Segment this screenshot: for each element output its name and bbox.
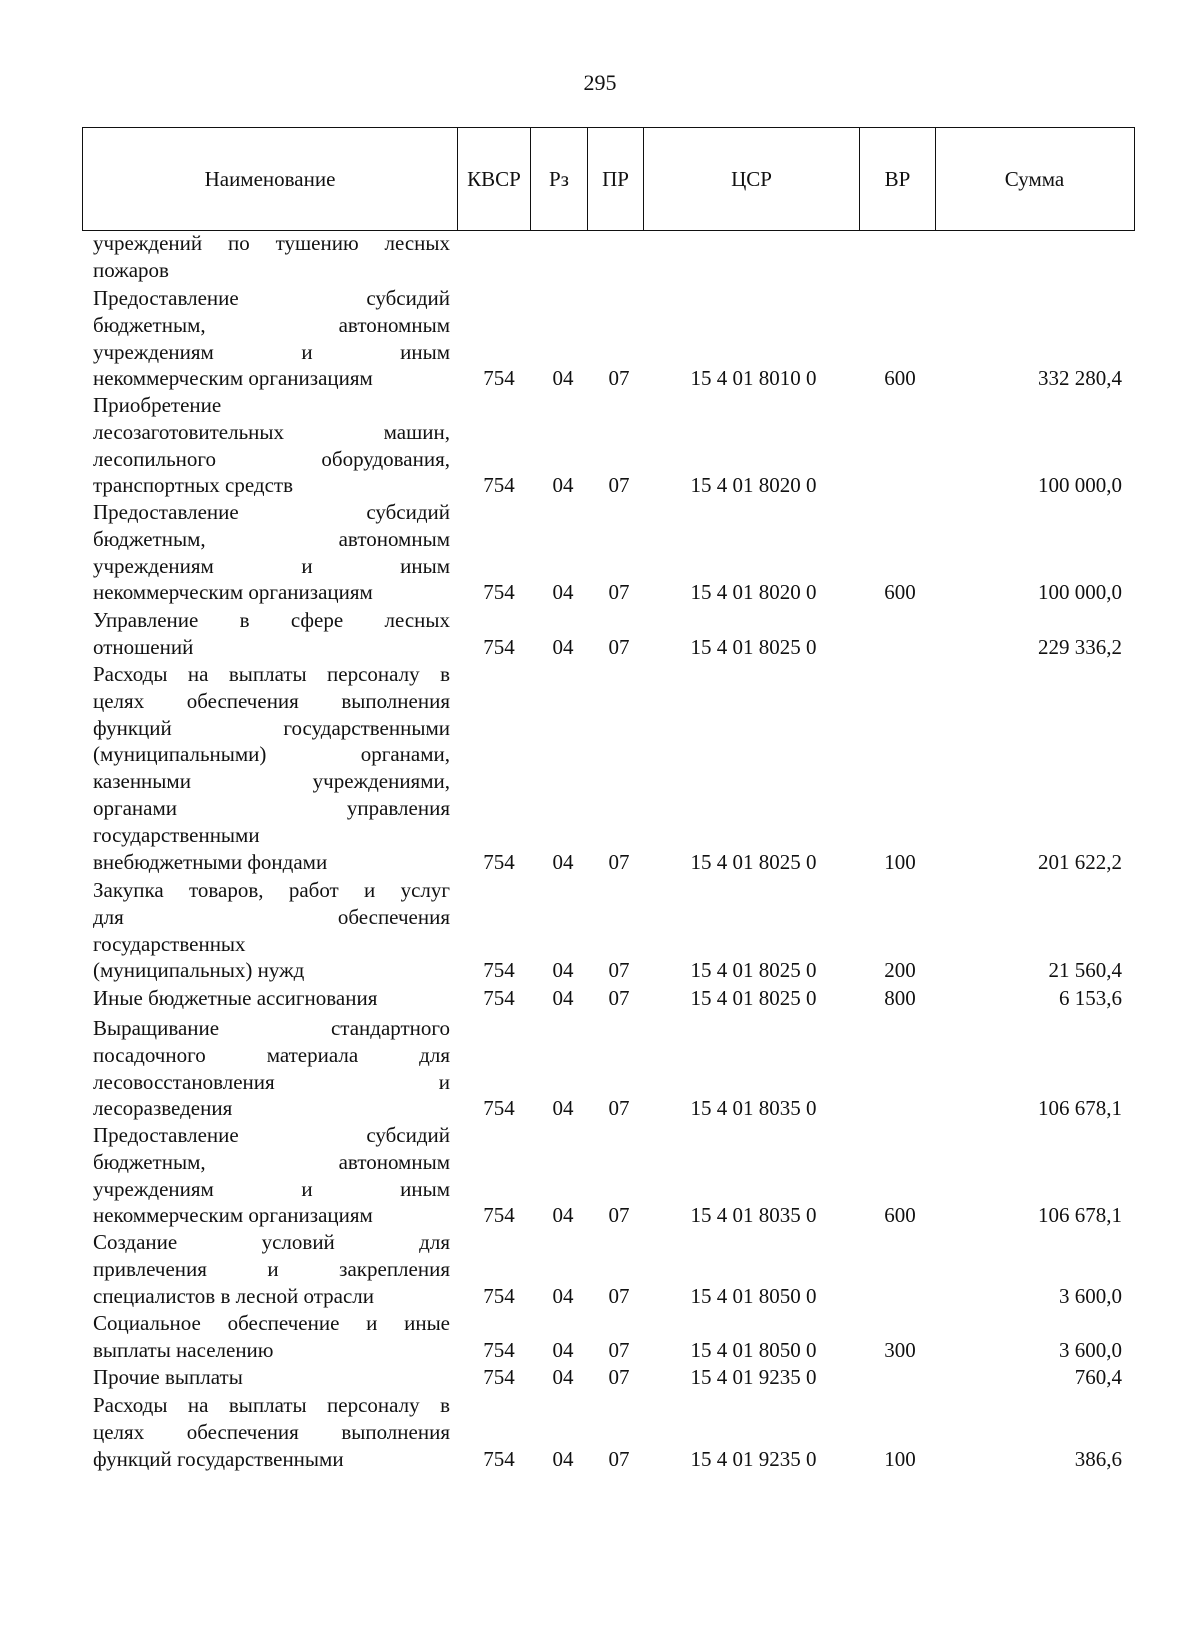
csr-cell: 15 4 01 8025 0 xyxy=(690,958,817,983)
kvsr-cell: 754 xyxy=(483,1446,515,1471)
row-name-line: внебюджетными фондами xyxy=(93,849,328,874)
rz-cell: 04 xyxy=(552,1203,574,1228)
row-name-line: органами управления xyxy=(93,795,450,820)
row-name-line: функций государственными xyxy=(93,715,450,740)
vr-cell: 600 xyxy=(884,1203,916,1228)
row-name-line: некоммерческим организациям xyxy=(93,1203,373,1228)
row-name-line: функций государственными xyxy=(93,1446,344,1471)
row-name-line: бюджетным, автономным xyxy=(93,312,450,337)
kvsr-cell: 754 xyxy=(483,849,515,874)
row-name xyxy=(93,392,450,499)
csr-cell: 15 4 01 8010 0 xyxy=(690,366,817,391)
row-name-line: целях обеспечения выполнения xyxy=(93,1419,450,1444)
pr-cell: 07 xyxy=(608,1446,630,1471)
row-name xyxy=(93,499,450,606)
row-name-line: некоммерческим организациям xyxy=(93,580,373,605)
vr-cell: 600 xyxy=(884,366,916,391)
kvsr-cell: 754 xyxy=(483,580,515,605)
row-name-line: лесозаготовительных машин, xyxy=(93,419,450,444)
sum-cell: 332 280,4 xyxy=(1038,366,1122,391)
pr-cell: 07 xyxy=(608,580,630,605)
kvsr-cell: 754 xyxy=(483,1337,515,1362)
rz-cell: 04 xyxy=(552,1337,574,1362)
row-name-line: целях обеспечения выполнения xyxy=(93,688,450,713)
sum-cell: 3 600,0 xyxy=(1059,1283,1122,1308)
vr-cell: 100 xyxy=(884,1446,916,1471)
row-name-line: Закупка товаров, работ и услуг xyxy=(93,878,450,902)
kvsr-cell: 754 xyxy=(483,1203,515,1228)
sum-cell: 100 000,0 xyxy=(1038,473,1122,498)
row-name-line: казенными учреждениями, xyxy=(93,769,450,794)
csr-cell: 15 4 01 8020 0 xyxy=(690,580,817,605)
row-name-line: Создание условий для xyxy=(93,1230,450,1254)
row-name-line: пожаров xyxy=(93,257,169,282)
row-name xyxy=(93,1364,450,1391)
row-name-line: учреждениям и иным xyxy=(93,553,450,578)
row-name-line: транспортных средств xyxy=(93,473,294,498)
column-header-pr: ПР xyxy=(588,128,644,230)
row-name-line: некоммерческим организациям xyxy=(93,366,373,391)
csr-cell: 15 4 01 8050 0 xyxy=(690,1337,817,1362)
vr-cell: 800 xyxy=(884,986,916,1010)
row-name xyxy=(93,1122,450,1229)
pr-cell: 07 xyxy=(608,1365,630,1389)
vr-cell: 100 xyxy=(884,849,916,874)
pr-cell: 07 xyxy=(608,1203,630,1228)
row-name-line: Иные бюджетные ассигнования xyxy=(93,986,378,1010)
sum-cell: 100 000,0 xyxy=(1038,580,1122,605)
vr-cell: 300 xyxy=(884,1337,916,1362)
column-header-kvsr: КВСР xyxy=(458,128,531,230)
row-name-line: государственных xyxy=(93,931,246,956)
pr-cell: 07 xyxy=(608,849,630,874)
row-name-line: Расходы на выплаты персоналу в xyxy=(93,662,450,686)
rz-cell: 04 xyxy=(552,1446,574,1471)
rz-cell: 04 xyxy=(552,580,574,605)
csr-cell: 15 4 01 8035 0 xyxy=(690,1096,817,1121)
csr-cell: 15 4 01 8020 0 xyxy=(690,473,817,498)
column-header-sum: Сумма xyxy=(1004,166,1065,191)
row-name xyxy=(93,1310,450,1364)
sum-cell: 21 560,4 xyxy=(1048,958,1122,983)
row-name-line: Расходы на выплаты персоналу в xyxy=(93,1393,450,1417)
pr-cell: 07 xyxy=(608,986,630,1010)
row-name xyxy=(93,661,450,875)
csr-cell: 15 4 01 8025 0 xyxy=(690,986,817,1010)
kvsr-cell: 754 xyxy=(483,473,515,498)
sum-cell: 106 678,1 xyxy=(1038,1203,1122,1228)
row-name-line: учреждений по тушению лесных xyxy=(93,231,450,255)
row-name-line: специалистов в лесной отрасли xyxy=(93,1283,375,1308)
csr-cell: 15 4 01 8025 0 xyxy=(690,634,817,659)
kvsr-cell: 754 xyxy=(483,366,515,391)
sum-cell: 6 153,6 xyxy=(1059,986,1122,1010)
row-name-line: лесовосстановления и xyxy=(93,1069,450,1094)
row-name-line: учреждениям и иным xyxy=(93,339,450,364)
row-name-line: (муниципальными) органами, xyxy=(93,742,450,767)
row-name-line: лесоразведения xyxy=(93,1096,233,1121)
row-name-line: бюджетным, автономным xyxy=(93,526,450,551)
row-name-line: Предоставление субсидий xyxy=(93,1123,450,1147)
column-header-csr: ЦСР xyxy=(644,128,860,230)
row-name xyxy=(93,1229,450,1309)
vr-cell: 200 xyxy=(884,958,916,983)
sum-cell: 760,4 xyxy=(1074,1365,1122,1389)
rz-cell: 04 xyxy=(552,1096,574,1121)
csr-cell: 15 4 01 9235 0 xyxy=(690,1446,817,1471)
sum-cell: 229 336,2 xyxy=(1038,634,1122,659)
row-name-line: Предоставление субсидий xyxy=(93,286,450,310)
sum-cell: 3 600,0 xyxy=(1059,1337,1122,1362)
rz-cell: 04 xyxy=(552,634,574,659)
kvsr-cell: 754 xyxy=(483,1283,515,1308)
rz-cell: 04 xyxy=(552,958,574,983)
row-name xyxy=(93,877,450,984)
row-name xyxy=(93,985,450,1012)
row-name xyxy=(93,1392,450,1472)
pr-cell: 07 xyxy=(608,958,630,983)
row-name xyxy=(93,230,450,284)
row-name-line: Выращивание стандартного xyxy=(93,1016,450,1040)
rz-cell: 04 xyxy=(552,1283,574,1308)
row-name-line: Управление в сфере лесных xyxy=(93,608,450,632)
csr-cell: 15 4 01 9235 0 xyxy=(690,1365,817,1389)
row-name-line: Приобретение xyxy=(93,393,222,417)
row-name-line: Предоставление субсидий xyxy=(93,500,450,524)
row-name xyxy=(93,285,450,392)
table-header xyxy=(82,127,1135,231)
vr-cell: 600 xyxy=(884,580,916,605)
row-name-line: лесопильного оборудования, xyxy=(93,446,450,471)
pr-cell: 07 xyxy=(608,634,630,659)
csr-cell: 15 4 01 8035 0 xyxy=(690,1203,817,1228)
csr-cell: 15 4 01 8025 0 xyxy=(690,849,817,874)
sum-cell: 201 622,2 xyxy=(1038,849,1122,874)
row-name-line: (муниципальных) нужд xyxy=(93,958,305,983)
column-header-name: Наименование xyxy=(83,128,458,230)
row-name-line: для обеспечения xyxy=(93,904,450,929)
row-name-line: Прочие выплаты xyxy=(93,1365,243,1389)
row-name-line: государственными xyxy=(93,822,260,847)
rz-cell: 04 xyxy=(552,473,574,498)
kvsr-cell: 754 xyxy=(483,986,515,1010)
kvsr-cell: 754 xyxy=(483,1365,515,1389)
kvsr-cell: 754 xyxy=(483,958,515,983)
rz-cell: 04 xyxy=(552,366,574,391)
csr-cell: 15 4 01 8050 0 xyxy=(690,1283,817,1308)
kvsr-cell: 754 xyxy=(483,634,515,659)
pr-cell: 07 xyxy=(608,1283,630,1308)
rz-cell: 04 xyxy=(552,1365,574,1389)
kvsr-cell: 754 xyxy=(483,1096,515,1121)
row-name xyxy=(93,607,450,661)
page-number: 295 xyxy=(583,70,617,95)
pr-cell: 07 xyxy=(608,1337,630,1362)
pr-cell: 07 xyxy=(608,473,630,498)
sum-cell: 106 678,1 xyxy=(1038,1096,1122,1121)
row-name-line: привлечения и закрепления xyxy=(93,1256,450,1281)
row-name-line: бюджетным, автономным xyxy=(93,1149,450,1174)
row-name-line: посадочного материала для xyxy=(93,1042,450,1067)
sum-cell: 386,6 xyxy=(1074,1446,1122,1471)
rz-cell: 04 xyxy=(552,849,574,874)
row-name-line: учреждениям и иным xyxy=(93,1176,450,1201)
pr-cell: 07 xyxy=(608,366,630,391)
row-name-line: Социальное обеспечение и иные xyxy=(93,1311,450,1335)
column-header-rz: Рз xyxy=(531,128,588,230)
row-name-line: выплаты населению xyxy=(93,1337,274,1362)
row-name-line: отношений xyxy=(93,634,194,659)
row-name xyxy=(93,1015,450,1122)
pr-cell: 07 xyxy=(608,1096,630,1121)
column-header-vr: ВР xyxy=(860,128,936,230)
rz-cell: 04 xyxy=(552,986,574,1010)
